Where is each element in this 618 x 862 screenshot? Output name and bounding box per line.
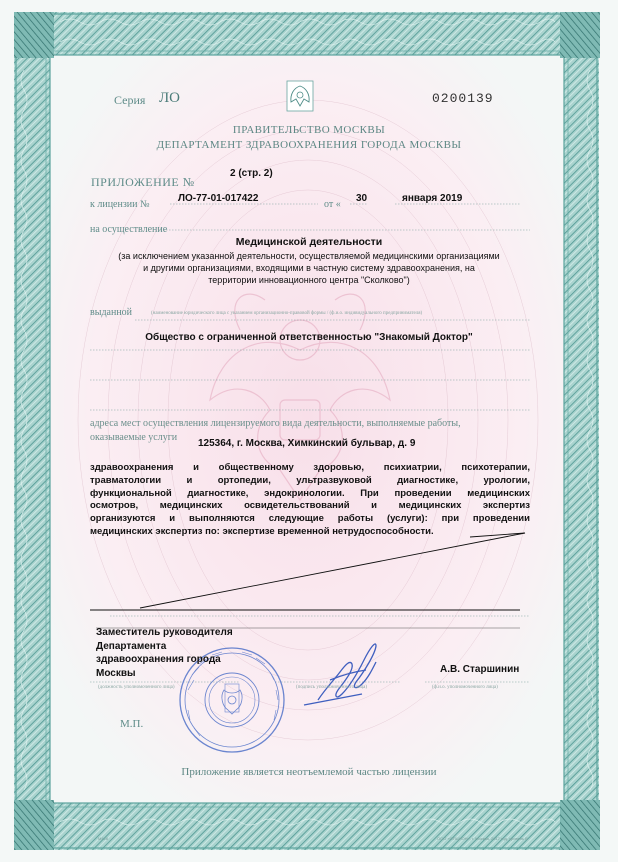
header-government: ПРАВИТЕЛЬСТВО МОСКВЫ: [232, 124, 386, 136]
activity-title: Медицинской деятельности: [235, 236, 383, 248]
services-line: организуются и выполняются следующие работы (услуги): при проведении: [90, 513, 530, 525]
activity-note: [0, 250, 618, 286]
license-day: 30: [356, 193, 368, 204]
license-from: от «: [324, 199, 341, 210]
addresses-label-line2: оказываемые услуги: [90, 432, 178, 443]
signatory-position: [96, 626, 233, 680]
series-label: Серия: [114, 93, 146, 107]
signature-hint: (подпись уполномоченного лица): [296, 685, 368, 690]
services-text: [90, 462, 530, 539]
license-number: ЛО-77-01-017422: [178, 193, 259, 204]
position-hint: (должность уполномоченного лица): [98, 685, 175, 690]
header-department: ДЕПАРТАМЕНТ ЗДРАВООХРАНЕНИЯ ГОРОДА МОСКВЫ: [156, 139, 462, 151]
name-hint: (ф.и.о. уполномоченного лица): [432, 685, 498, 690]
license-month-year: января 2019: [402, 193, 463, 204]
services-line: осмотров, медицинских освидетельствований и медицинских экспертиз: [90, 500, 530, 512]
small-emblem-icon: [287, 81, 313, 111]
svg-text:ООО «ОПЦИОН», г. Москва, 2017: ООО «ОПЦИОН», г. Москва, 2017 год, уровень Б: [437, 836, 528, 841]
activity-label: на осуществление: [90, 224, 168, 235]
license-prefix: к лицензии №: [90, 199, 150, 210]
services-line: здравоохранения и общественному здоровью, психиатрии, психотерапии,: [90, 462, 530, 473]
signatory-line: Заместитель руководителя: [96, 627, 233, 638]
appendix-number: 2 (стр. 2): [230, 168, 273, 179]
form-number: 0200139: [432, 91, 494, 106]
mp-label: М.П.: [120, 718, 144, 730]
signatory-line: Департамента: [96, 640, 167, 652]
issued-label: выданной: [90, 307, 133, 318]
activity-note-line: территории инновационного центра "Сколково"): [208, 275, 410, 285]
organization-name: Общество с ограниченной ответственностью "Знакомый Доктор": [145, 332, 473, 343]
signatory-name: А.В. Старшинин: [440, 664, 520, 675]
services-line: функциональной диагностике, эндокринологии. При проведении медицинских: [90, 487, 530, 499]
issued-hint: (наименование юридического лица с указанием организационно-правовой формы / (ф.и.о. индивидуального предпринимателя): [151, 311, 423, 316]
addresses-label-line1: адреса мест осуществления лицензируемого вида деятельности, выполняемые работы,: [90, 418, 461, 429]
footer-note: Приложение является неотъемлемой частью лицензии: [181, 766, 437, 778]
signatory-line: Москвы: [96, 667, 136, 679]
services-line: медицинских экспертиз по: экспертизе временной нетрудоспособности.: [90, 525, 434, 537]
services-line: травматологии и ортопедии, ультразвуковой диагностике, урологии,: [90, 474, 530, 486]
svg-text:М428: М428: [98, 836, 109, 841]
address-value: 125364, г. Москва, Химкинский бульвар, д. 9: [198, 438, 416, 449]
appendix-label: ПРИЛОЖЕНИЕ №: [91, 175, 195, 189]
series-value: ЛО: [159, 90, 181, 106]
activity-note-line: и другими организациями, входящими в частную систему здравоохранения, на: [143, 263, 475, 273]
activity-note-line: (за исключением указанной деятельности, осуществляемой медицинскими организациями: [118, 251, 500, 261]
signatory-line: здравоохранения города: [96, 654, 221, 665]
